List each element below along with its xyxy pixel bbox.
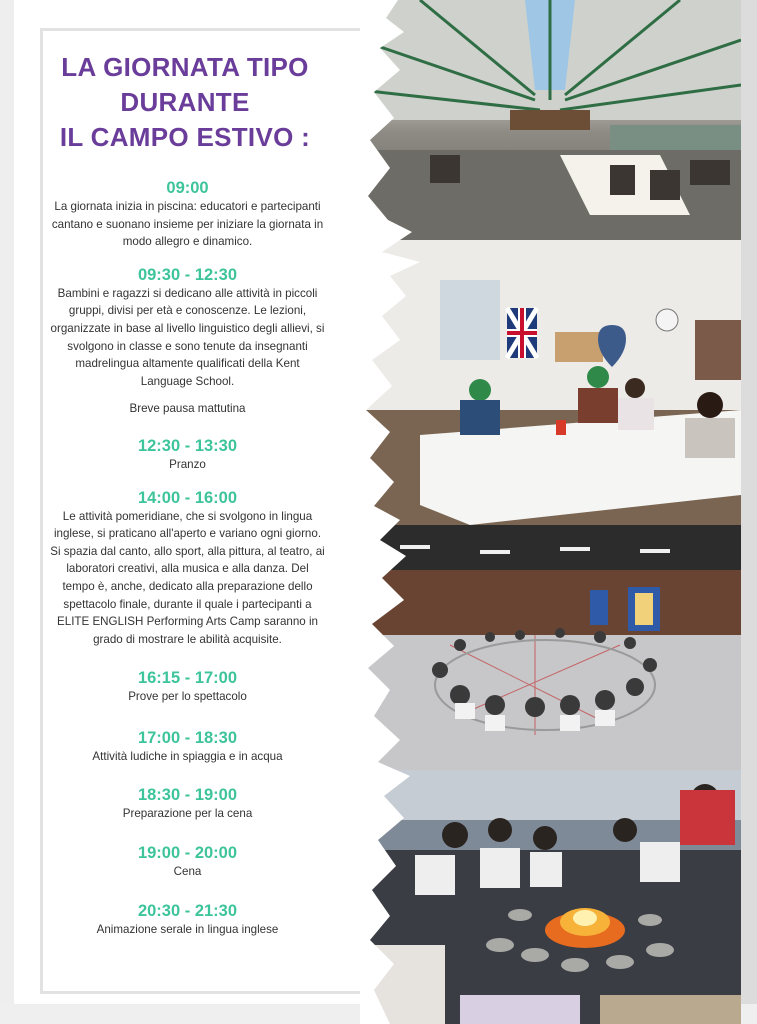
schedule-time: 18:30 - 19:00 [137, 786, 238, 805]
title-line-3: IL CAMPO ESTIVO : [59, 122, 311, 152]
title-line-2: DURANTE [120, 87, 250, 117]
schedule-list [50, 178, 325, 952]
title-line-1: LA GIORNATA TIPO [61, 52, 309, 82]
schedule-item [50, 668, 325, 706]
schedule-time: 20:30 - 21:30 [137, 901, 238, 920]
schedule-time: 16:15 - 17:00 [137, 669, 238, 688]
schedule-time: 09:00 [166, 179, 209, 197]
schedule-time: 17:00 - 18:30 [137, 728, 238, 747]
schedule-description: Prove per lo spettacolo [128, 690, 247, 704]
schedule-item [50, 265, 325, 391]
schedule-description: Cena [173, 865, 202, 879]
uk-flag-icon [507, 308, 537, 358]
schedule-description: Preparazione per la cena [122, 807, 253, 821]
schedule-description: La giornata inizia in piscina: educatori e partecipanti cantano e suonano insieme per iniziare la giornata in modo allegro e dinamico. [51, 200, 324, 249]
schedule-item [50, 843, 325, 881]
schedule-time: 09:30 - 12:30 [137, 265, 238, 284]
schedule-time: 19:00 - 20:00 [137, 844, 238, 863]
schedule-item [50, 901, 325, 939]
schedule-item [50, 488, 325, 649]
schedule-description: Attività ludiche in spiaggia e in acqua [92, 749, 283, 763]
break-note: Breve pausa mattutina [129, 402, 246, 416]
schedule-item [50, 728, 325, 766]
schedule-description: Animazione serale in lingua inglese [96, 922, 279, 936]
page-edge-left [0, 0, 14, 1024]
schedule-item [50, 178, 325, 251]
schedule-item [50, 436, 325, 474]
torn-paper-edge [360, 0, 420, 1024]
schedule-description: Le attività pomeridiane, che si svolgono in lingua inglese, si praticano all'aperto e variano ogni giorno. Si spazia dal canto, allo sport, alla pittura, al teatro, ai laboratori creativi, alla musica e alla danza. Del tempo è, anche, dedicato alla preparazione dello spettacolo finale, durante il quale i partecipanti a ELITE ENGLISH Performing Arts Camp saranno in grado di mostrare le abilità acquisite. [50, 509, 325, 646]
schedule-time: 12:30 - 13:30 [137, 436, 238, 455]
photo-column [360, 0, 741, 1024]
schedule-item [50, 785, 325, 823]
schedule-description: Bambini e ragazzi si dedicano alle attività in piccoli gruppi, divisi per età e conoscenze. Le lezioni, organizzate in base al livello linguistico degli allievi, si svolgono in classe e sono tenute da insegnanti madrelingua altamente qualificati della Kent Language School. [50, 286, 325, 388]
page-title [40, 50, 330, 155]
page-edge-right [740, 0, 757, 1024]
schedule-time: 14:00 - 16:00 [137, 488, 238, 507]
schedule-description: Pranzo [169, 457, 206, 471]
